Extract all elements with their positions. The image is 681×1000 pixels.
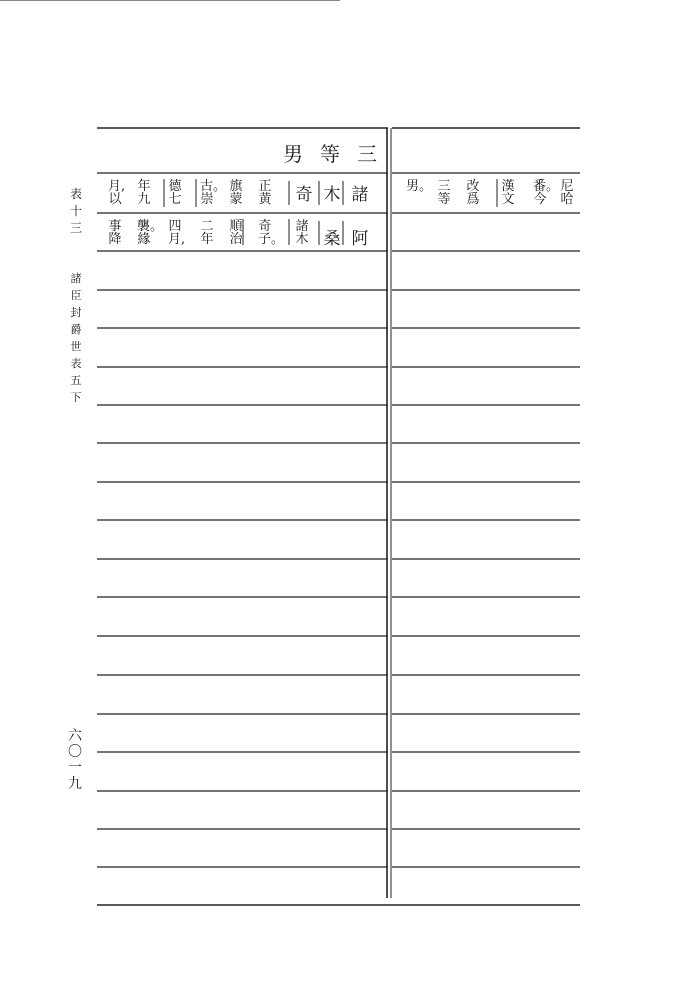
detail-char: 正 xyxy=(258,179,272,194)
detail-char: 崇 xyxy=(200,192,214,207)
name-char: 諸 xyxy=(351,185,369,205)
side-heading-char: 三 xyxy=(69,221,82,235)
detail-char: 今 xyxy=(533,192,547,207)
right-detail-column xyxy=(533,179,560,207)
detail-char: 事 xyxy=(108,219,122,234)
detail-char: 四 xyxy=(168,219,182,234)
side-heading-char: 表 xyxy=(69,187,82,201)
detail-char: 三 xyxy=(437,179,451,194)
side-subtitle-char: 表 xyxy=(70,357,82,370)
detail-char: 年 xyxy=(137,179,151,194)
page-number-char: 一 xyxy=(68,760,82,776)
side-heading xyxy=(69,186,83,237)
detail-column xyxy=(137,179,164,247)
detail-char: 德 xyxy=(168,179,182,194)
side-subtitle-char: 五 xyxy=(70,374,82,387)
name-column xyxy=(293,173,315,217)
detail-char: 子。 xyxy=(258,232,285,247)
name-small-column xyxy=(290,220,314,246)
detail-char: 順 xyxy=(229,219,243,234)
name-char: 木 xyxy=(323,185,341,205)
right-detail-column xyxy=(466,180,480,206)
detail-char: 尼 xyxy=(560,179,574,194)
page-number xyxy=(67,728,83,792)
detail-char: 旗 xyxy=(229,179,243,194)
table-title xyxy=(280,138,380,167)
detail-char: 文 xyxy=(501,192,515,207)
right-detail-column xyxy=(406,179,433,194)
detail-char: 黄 xyxy=(258,192,272,207)
detail-char: 襲。 xyxy=(137,219,164,234)
detail-char: 男。 xyxy=(406,179,433,194)
side-subtitle-char: 世 xyxy=(70,340,82,353)
side-subtitle-char: 封 xyxy=(70,306,82,319)
detail-char: 二 xyxy=(200,219,214,234)
detail-char: 年 xyxy=(200,232,214,247)
name-char: 諸木 xyxy=(295,219,309,247)
side-subtitle xyxy=(69,270,83,406)
detail-column xyxy=(168,179,186,247)
detail-char: 等 xyxy=(437,192,451,207)
detail-char: 緣 xyxy=(137,232,151,247)
detail-char: 漢 xyxy=(501,179,515,194)
name-char: 桑 xyxy=(323,229,341,249)
page-number-char: 〇 xyxy=(68,744,82,760)
detail-char: 治 xyxy=(229,232,243,247)
detail-column xyxy=(229,180,243,246)
detail-char: 月, xyxy=(168,232,186,247)
detail-char: 九 xyxy=(137,192,151,207)
detail-char: 七 xyxy=(168,192,182,207)
detail-char: 番。 xyxy=(533,179,560,194)
side-subtitle-char: 諸 xyxy=(70,272,82,285)
detail-char: 降 xyxy=(108,232,122,247)
name-char: 阿 xyxy=(351,229,369,249)
detail-column xyxy=(258,179,285,247)
right-detail-column xyxy=(501,180,515,206)
detail-char: 改 xyxy=(466,179,480,194)
side-heading-char: 十 xyxy=(69,204,82,218)
side-subtitle-char: 爵 xyxy=(70,323,82,336)
page-number-char: 六 xyxy=(68,728,82,744)
name-column xyxy=(349,173,371,261)
detail-char: 月, xyxy=(108,179,126,194)
detail-char: 以 xyxy=(108,192,122,207)
detail-column xyxy=(200,179,227,247)
detail-char: 奇 xyxy=(258,219,272,234)
page-number-char: 九 xyxy=(68,776,82,792)
detail-char: 哈 xyxy=(560,192,574,207)
detail-char: 爲 xyxy=(466,192,480,207)
title-char: 三 xyxy=(357,142,377,166)
detail-column xyxy=(108,179,126,247)
detail-char: 古。 xyxy=(200,179,227,194)
right-detail-column xyxy=(560,180,574,206)
title-char: 男 xyxy=(283,142,303,166)
detail-char: 蒙 xyxy=(229,192,243,207)
right-detail-column xyxy=(437,180,451,206)
name-column xyxy=(321,173,343,261)
side-subtitle-char: 下 xyxy=(70,391,82,404)
name-char: 奇 xyxy=(295,185,313,205)
side-subtitle-char: 臣 xyxy=(70,289,82,302)
title-char: 等 xyxy=(320,142,340,166)
